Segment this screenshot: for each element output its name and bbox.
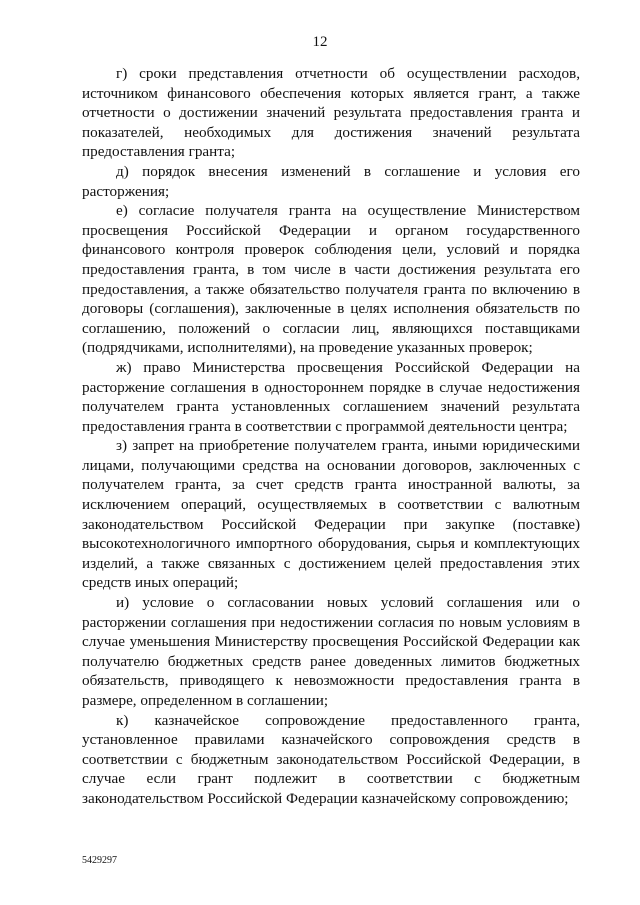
paragraph-i: и) условие о согласовании новых условий соглашения или о расторжении соглашения при недостижении согласия по новым условиям в случае уменьшения Министерству просвещения Российской Федерации как получателю бюджетных средств ранее доведенных лимитов бюджетных обязательств, приводящего к невозможности предоставления гранта в размере, определенном в соглашении;: [82, 594, 580, 709]
page-number: 12: [312, 34, 328, 50]
paragraph-k: к) казначейское сопровождение предоставленного гранта, установленное правилами казначейского сопровождения средств в соответствии с бюджетным законодательством Российской Федерации, в случае если грант подлежит в соответствии с бюджетным законодательством Российской Федерации казначейскому сопровождению;: [82, 711, 580, 807]
paragraph-z: з) запрет на приобретение получателем гранта, иными юридическими лицами, получающими средства на основании договоров, заключенных с получателем гранта, за счет средств гранта иностранной валюты, за исключением операций, осуществляемых в соответствии с валютным законодательством Российской Федерации при закупке (поставке) высокотехнологичного импортного оборудования, сырья и комплектующих изделий, а также связанных с достижением целей предоставления этих средств иных операций;: [82, 437, 580, 592]
paragraph-d: д) порядок внесения изменений в соглашение и условия его расторжения;: [82, 162, 580, 200]
paragraph-e: е) согласие получателя гранта на осуществление Министерством просвещения Российской Федерации и органом государственного финансового контроля проверок соблюдения цели, условий и порядка предоставления гранта, в том числе в части достижения результата его предоставления, а также обязательство получателя гранта по включению в договоры (соглашения), заключенные в целях исполнения обязательств по соглашению, положений о согласии лиц, являющихся поставщиками (подрядчиками, исполнителями), на проведение указанных проверок;: [82, 202, 580, 357]
document-body: [82, 64, 580, 809]
paragraph-g: г) сроки представления отчетности об осуществлении расходов, источником финансового обеспечения которых является грант, а также отчетности о достижении значений результата предоставления гранта и показателей, необходимых для достижения значений результата предоставления гранта;: [82, 65, 580, 161]
paragraph-zh: ж) право Министерства просвещения Российской Федерации на расторжение соглашения в одностороннем порядке в случае недостижения получателем гранта установленных соглашением значений результата предоставления гранта в соответствии с программой деятельности центра;: [82, 358, 580, 435]
document-code: 5429297: [82, 855, 117, 866]
